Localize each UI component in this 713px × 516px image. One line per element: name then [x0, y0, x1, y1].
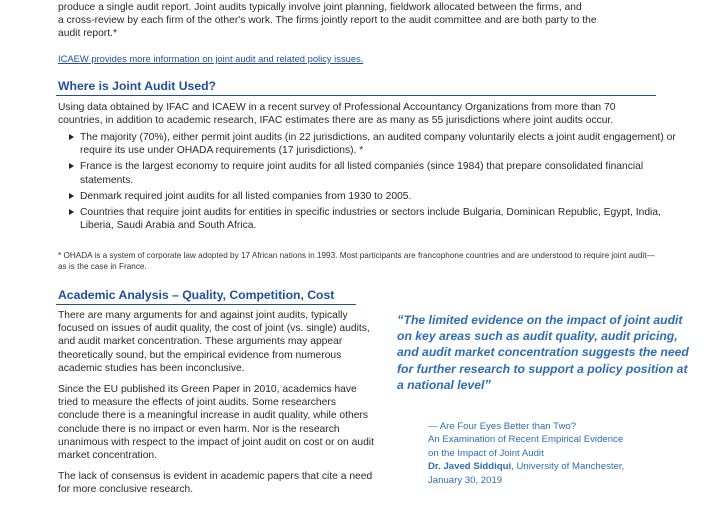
- triangle-bullet-icon: [69, 163, 74, 169]
- section-rule-where: [56, 95, 656, 96]
- bullet-text: Denmark required joint audits for all listed companies from 1930 to 2005.: [80, 190, 412, 202]
- where-para-line-1: Using data obtained by IFAC and ICAEW in a recent survey of Professional Accountancy Organizations from more than 70: [58, 102, 616, 113]
- quote-text: The limited evidence on the impact of joint audit on key areas such as audit quality, audit pricing, and audit market concentration suggests the need for further research to support a policy position at a national level: [397, 313, 689, 392]
- academic-paragraph: Since the EU published its Green Paper in 2010, academics have tried to measure the effects of joint audits. Some researchers conclude there is a meaningful increase in audit quality, while others conclude there is no impact or even harm. Nor is the research unanimous with respect to the impact of joint audit on cost or on audit market concentration.: [58, 384, 374, 462]
- citation-line-2: An Examination of Recent Empirical Evidence: [428, 434, 624, 446]
- jurisdiction-bullet-list: [80, 131, 680, 235]
- list-item: [80, 206, 680, 232]
- open-quote-mark: “: [397, 312, 404, 327]
- list-item: [80, 160, 680, 186]
- citation-date: January 30, 2019: [428, 474, 503, 486]
- icaew-link[interactable]: ICAEW provides more information on joint audit and related policy issues.: [58, 53, 364, 64]
- list-item: [80, 190, 680, 203]
- triangle-bullet-icon: [69, 193, 74, 199]
- academic-paragraph: The lack of consensus is evident in academic papers that cite a need for more conclusive research.: [58, 471, 373, 496]
- ohada-footnote: * OHADA is a system of corporate law adopted by 17 African nations in 1993. Most participants are francophone countries and are understood to require joint audit—as is the case in France.: [58, 251, 655, 271]
- list-item: [80, 131, 680, 157]
- bullet-text: Countries that require joint audits for entities in specific industries or sectors include Bulgaria, Dominican Republic, Egypt, India, Liberia, Saudi Arabia and South Africa.: [80, 207, 661, 232]
- bullet-text: The majority (70%), either permit joint audits (in 22 jurisdictions, an audited company voluntarily elects a joint audit engagement) or require its use under OHADA requirements (17 jurisdictions). *: [80, 132, 676, 157]
- section-heading-where: Where is Joint Audit Used?: [58, 79, 216, 93]
- citation-affiliation: , University of Manchester,: [511, 461, 625, 473]
- close-quote-mark: ”: [484, 376, 491, 392]
- citation-author-line: [428, 460, 624, 473]
- section-rule-academic: [56, 304, 356, 305]
- pull-quote: [397, 312, 697, 393]
- intro-line-2: a cross-review by each firm of the other's work. The firms jointly report to the audit committee and are both party to the: [58, 15, 597, 26]
- intro-line-1: produce a single audit report. Joint audits typically involve joint planning, fieldwork allocated between the firms, and: [58, 2, 582, 13]
- quote-citation: [428, 420, 624, 487]
- citation-author: Dr. Javed Siddiqui: [428, 461, 512, 473]
- section-heading-academic: Academic Analysis – Quality, Competition, Cost: [58, 288, 335, 302]
- bullet-text: France is the largest economy to require joint audits for all listed companies (since 1984) that prepare consolidated financial statements.: [80, 161, 644, 186]
- triangle-bullet-icon: [69, 209, 74, 215]
- academic-text-column: [58, 309, 376, 505]
- where-para-line-2: countries, in addition to academic research, IFAC estimates there are as many as 55 jurisdictions where joint audits occur.: [58, 115, 614, 126]
- intro-line-3: audit report.*: [58, 28, 117, 39]
- academic-paragraph: There are many arguments for and against joint audits, typically focused on issues of audit quality, the cost of joint (vs. single) audits, and audit market concentration. These arguments may appear theoretically sound, but the empirical evidence from numerous academic studies has been inconclusive.: [58, 310, 370, 374]
- citation-line-1: — Are Four Eyes Better than Two?: [428, 421, 577, 432]
- citation-line-3: on the Impact of Joint Audit: [428, 447, 544, 459]
- triangle-bullet-icon: [69, 134, 74, 140]
